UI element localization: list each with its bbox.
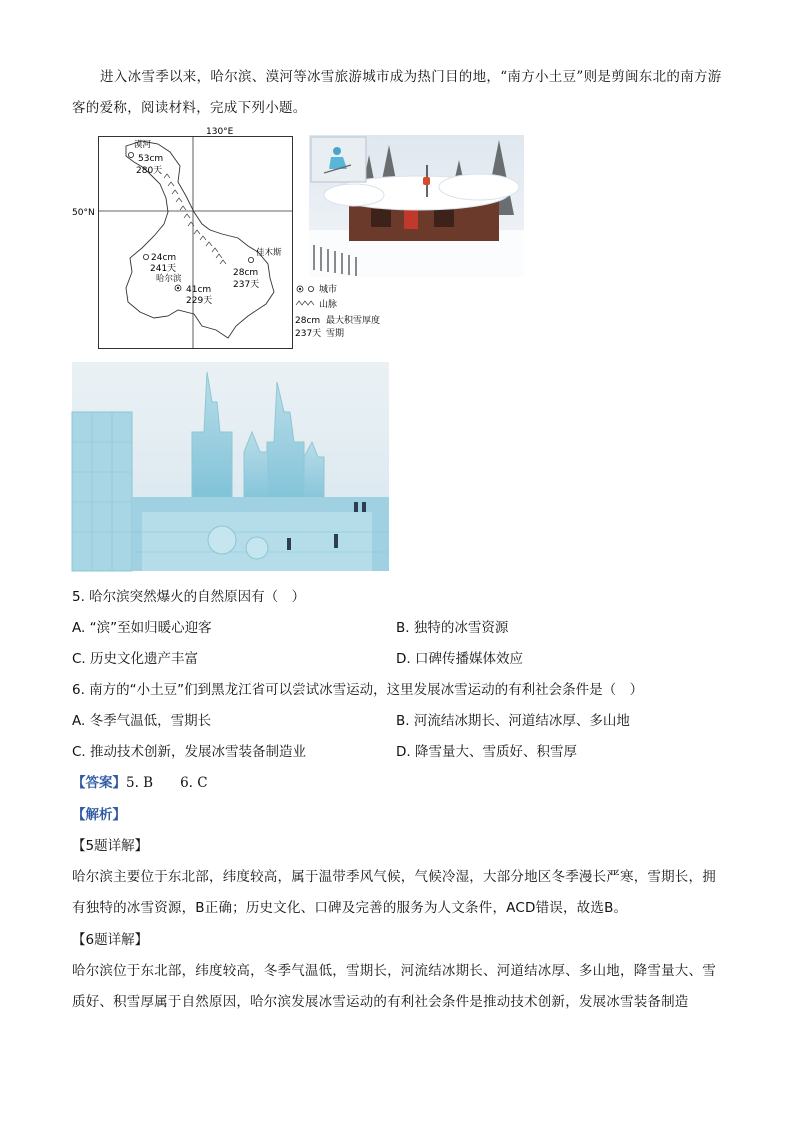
- snow-house-photo: [309, 135, 524, 277]
- city-dot-harbin-inner: [177, 287, 179, 289]
- q5-option-c[interactable]: C. 历史文化遗产丰富: [72, 651, 199, 667]
- legend-city-symbol-2: [308, 286, 313, 291]
- station-days-harbin: 229天: [186, 296, 213, 306]
- city-dot-mohe: [128, 152, 133, 157]
- station-depth-harbin: 41cm: [186, 285, 212, 295]
- legend-mountain-label: 山脉: [319, 300, 338, 310]
- q6-option-c[interactable]: C. 推动技术创新，发展冰雪装备制造业: [72, 744, 307, 760]
- q6-option-a[interactable]: A. 冬季气温低，雪期长: [72, 713, 212, 729]
- city-dot-jiamusi: [248, 257, 253, 262]
- q5-stem: 5. 哈尔滨突然爆火的自然原因有（ ）: [72, 589, 306, 605]
- legend-depth-label: 最大积雪厚度: [326, 316, 381, 326]
- city-dot-2: [143, 254, 148, 259]
- ice-festival-photo: [72, 362, 389, 571]
- detail5-heading: 【5题详解】: [72, 838, 149, 854]
- answer-text: 5. B 6. C: [126, 775, 208, 791]
- station-days-2: 241天: [150, 264, 177, 274]
- station-depth-jiamusi: 28cm: [233, 268, 259, 278]
- detail6-heading: 【6题详解】: [72, 932, 149, 948]
- analysis-heading: [72, 806, 126, 824]
- lon-label: 130°E: [206, 127, 234, 137]
- station-depth-mohe: 53cm: [138, 154, 164, 164]
- detail6-text: 哈尔滨位于东北部，纬度较高，冬季气温低，雪期长，河流结冰期长、河道结冰厚、多山地，降雪量大、雪质好、积雪厚属于自然原因，哈尔滨发展冰雪运动的有利社会条件是推动技术创新，发展冰雪装备制造: [72, 963, 716, 1010]
- station-name-harbin: 哈尔滨: [156, 274, 182, 284]
- station-name-mohe: 漠河: [134, 140, 152, 150]
- station-name-jiamusi: 佳木斯: [256, 248, 282, 258]
- q6-option-d[interactable]: D. 降雪量大、雪质好、积雪厚: [396, 744, 577, 760]
- station-days-mohe: 280天: [136, 166, 163, 176]
- q5-option-a[interactable]: A. “滨”至如归暖心迎客: [72, 620, 212, 636]
- legend-depth-example: 28cm: [295, 316, 321, 326]
- legend-city-symbol-inner: [299, 288, 301, 290]
- intro-paragraph: 进入冰雪季以来，哈尔滨、漠河等冰雪旅游城市成为热门目的地，“南方小土豆”则是剪闽东北的南方游客的爱称，阅读材料，完成下列小题。: [72, 69, 722, 116]
- answer-line: [72, 774, 208, 792]
- analysis-label: 【解析】: [72, 807, 126, 823]
- q5-option-b[interactable]: B. 独特的冰雪资源: [396, 620, 509, 636]
- q6-option-b[interactable]: B. 河流结冰期长、河道结冰厚、多山地: [396, 713, 630, 729]
- legend-days-label: 雪期: [326, 329, 345, 339]
- answer-label: 【答案】: [72, 775, 126, 791]
- station-days-jiamusi: 237天: [233, 280, 260, 290]
- legend-city-label: 城市: [319, 285, 338, 295]
- mountain-symbols: [164, 174, 226, 264]
- lat-label: 50°N: [72, 208, 95, 218]
- detail5-text: 哈尔滨主要位于东北部，纬度较高，属于温带季风气候，气候冷湿，大部分地区冬季漫长严寒，雪期长，拥有独特的冰雪资源，B正确；历史文化、口碑及完善的服务为人文条件，ACD错误，故选B。: [72, 869, 716, 916]
- q5-option-d[interactable]: D. 口碑传播媒体效应: [396, 651, 523, 667]
- q6-stem: 6. 南方的“小土豆”们到黑龙江省可以尝试冰雪运动，这里发展冰雪运动的有利社会条件是（ ）: [72, 682, 644, 698]
- legend-days-example: 237天: [295, 329, 322, 339]
- station-depth-2: 24cm: [151, 253, 177, 263]
- legend-mountain-symbol: [296, 301, 314, 305]
